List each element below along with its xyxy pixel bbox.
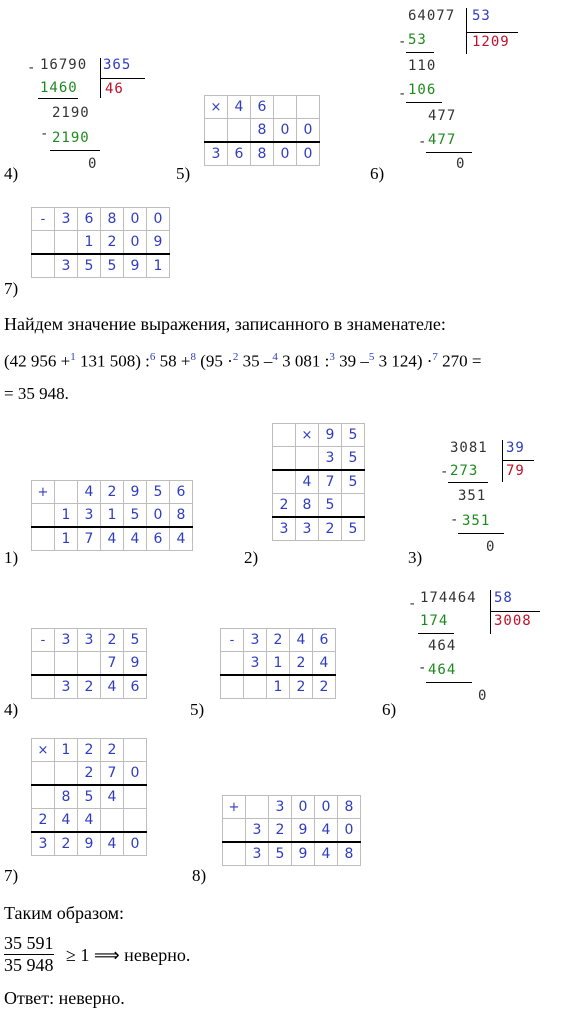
grid-cell — [32, 504, 55, 528]
subtrahend: 174 — [420, 613, 449, 629]
result-zero: 0 — [456, 156, 466, 172]
grid-cell: 2 — [101, 739, 124, 762]
grid-cell — [274, 96, 297, 119]
grid-cell: 7 — [101, 652, 124, 676]
minus-sign: - — [27, 60, 37, 76]
result-zero: 0 — [486, 539, 496, 555]
grid-cell: 3 — [205, 142, 228, 166]
dividend: 16790 — [40, 57, 88, 73]
subtrahend: 1460 — [40, 80, 78, 96]
grid-cell — [223, 819, 246, 843]
fraction — [4, 933, 54, 976]
grid-row — [32, 652, 147, 676]
addition-3008-32940 — [222, 795, 361, 866]
grid-cell: 6 — [147, 527, 170, 551]
grid-cell — [78, 652, 101, 676]
grid-cell: 9 — [292, 842, 315, 866]
grid-cell: 2 — [313, 675, 336, 699]
grid-cell: 7 — [101, 762, 124, 786]
grid-cell: 3 — [55, 254, 78, 278]
grid-cell: 1 — [55, 739, 78, 762]
quotient: 1209 — [472, 34, 510, 50]
divisor: 365 — [103, 57, 132, 73]
grid-cell: 8 — [338, 796, 361, 819]
grid-cell: 5 — [147, 481, 170, 504]
grid-row — [32, 208, 170, 231]
dividend: 3081 — [450, 440, 488, 456]
grid-cell: 0 — [147, 504, 170, 528]
addition-42956-131508 — [31, 480, 193, 551]
grid-cell: 3 — [269, 796, 292, 819]
grid-cell: 4 — [101, 785, 124, 809]
grid-row — [205, 142, 320, 166]
grid-row — [32, 785, 147, 809]
grid-cell — [124, 809, 147, 833]
grid-cell: 0 — [297, 142, 320, 166]
grid-cell: 0 — [124, 231, 147, 255]
grid-row — [273, 447, 365, 471]
grid-cell: 3 — [55, 208, 78, 231]
grid-cell: 8 — [55, 785, 78, 809]
multiplication-46-800 — [204, 95, 320, 166]
grid-cell: 3 — [246, 842, 269, 866]
grid-row — [223, 842, 361, 866]
grid-cell: 2 — [55, 832, 78, 856]
grid-cell — [124, 785, 147, 809]
grid-row — [273, 470, 365, 494]
grid-cell: 2 — [273, 494, 296, 518]
grid-cell: 0 — [292, 796, 315, 819]
heading: Найдем значение выражения, записанного в знаменателе: — [4, 314, 446, 334]
grid-row — [32, 762, 147, 786]
grid-row — [32, 254, 170, 278]
grid-cell: 6 — [78, 208, 101, 231]
subtrahend: 351 — [462, 513, 491, 529]
grid-cell: 2 — [32, 809, 55, 833]
grid-cell: 1 — [101, 504, 124, 528]
quotient: 79 — [506, 463, 525, 479]
grid-cell — [32, 652, 55, 676]
grid-cell: 0 — [274, 142, 297, 166]
grid-cell: 6 — [313, 629, 336, 652]
grid-cell: 0 — [124, 208, 147, 231]
grid-cell: 8 — [338, 842, 361, 866]
remainder: 2190 — [52, 105, 90, 121]
grid-cell: 5 — [101, 254, 124, 278]
grid-cell: 0 — [338, 819, 361, 843]
grid-cell — [205, 119, 228, 143]
grid-cell: 4 — [228, 96, 251, 119]
grid-row — [273, 494, 365, 518]
multiplication-122-270 — [31, 738, 147, 856]
grid-cell: 9 — [124, 652, 147, 676]
comparison: ≥ 1 ⟹ неверно. — [66, 945, 191, 965]
remainder: 351 — [458, 488, 487, 504]
grid-cell: 5 — [78, 254, 101, 278]
step-label: 7) — [4, 279, 19, 298]
grid-cell — [273, 424, 296, 447]
dividend: 174464 — [420, 590, 477, 606]
grid-cell: 9 — [78, 832, 101, 856]
subtrahend: 53 — [408, 32, 427, 48]
grid-cell: 4 — [290, 629, 313, 652]
grid-cell — [101, 809, 124, 833]
grid-cell: 5 — [269, 842, 292, 866]
grid-cell: 1 — [267, 675, 290, 699]
grid-cell — [55, 762, 78, 786]
minus-sign: - — [40, 126, 50, 142]
divisor: 58 — [494, 590, 513, 606]
step-label: 6) — [382, 700, 397, 719]
grid-cell: 1 — [147, 254, 170, 278]
grid-cell: × — [296, 424, 319, 447]
grid-cell: 3 — [246, 819, 269, 843]
grid-cell: 3 — [32, 832, 55, 856]
grid-cell: 2 — [269, 819, 292, 843]
step-label: 5) — [176, 164, 191, 183]
grid-cell: 2 — [78, 762, 101, 786]
answer: Ответ: неверно. — [4, 988, 125, 1008]
grid-cell: 8 — [251, 142, 274, 166]
step-label: 6) — [370, 164, 385, 183]
minus-sign: - — [440, 464, 450, 480]
grid-row — [205, 96, 320, 119]
grid-cell — [273, 470, 296, 494]
conclusion-intro: Таким образом: — [4, 903, 125, 923]
quotient: 3008 — [494, 613, 532, 629]
grid-row — [32, 231, 170, 255]
grid-cell — [32, 675, 55, 699]
grid-cell: 5 — [124, 504, 147, 528]
grid-cell: 2 — [78, 739, 101, 762]
grid-row — [32, 675, 147, 699]
grid-cell: 3 — [244, 629, 267, 652]
grid-cell: 5 — [342, 517, 365, 541]
grid-row — [32, 481, 193, 504]
grid-cell — [273, 447, 296, 471]
grid-cell: + — [32, 481, 55, 504]
grid-cell: 1 — [267, 652, 290, 676]
grid-cell: × — [32, 739, 55, 762]
grid-row — [32, 504, 193, 528]
grid-cell: 0 — [124, 832, 147, 856]
grid-cell — [32, 527, 55, 551]
subtrahend: 106 — [408, 82, 437, 98]
grid-cell: 4 — [78, 481, 101, 504]
grid-cell: 4 — [124, 527, 147, 551]
grid-cell: 1 — [55, 504, 78, 528]
grid-row — [223, 819, 361, 843]
grid-cell: 5 — [78, 785, 101, 809]
subtrahend: 273 — [450, 463, 479, 479]
dividend: 64077 — [408, 8, 456, 24]
grid-cell: 4 — [315, 842, 338, 866]
grid-row — [221, 629, 336, 652]
grid-row — [221, 652, 336, 676]
grid-cell: 2 — [267, 629, 290, 652]
minus-sign: - — [398, 86, 408, 102]
grid-cell: 4 — [55, 809, 78, 833]
grid-row — [32, 809, 147, 833]
grid-row — [32, 629, 147, 652]
grid-cell — [297, 96, 320, 119]
grid-cell: 5 — [342, 447, 365, 471]
grid-cell — [223, 842, 246, 866]
grid-cell: + — [223, 796, 246, 819]
grid-row — [273, 424, 365, 447]
grid-cell — [228, 119, 251, 143]
grid-cell: 8 — [296, 494, 319, 518]
divisor: 39 — [506, 440, 525, 456]
grid-cell — [244, 675, 267, 699]
minus-sign: - — [450, 512, 460, 528]
grid-cell: 4 — [101, 832, 124, 856]
grid-cell: 4 — [296, 470, 319, 494]
grid-cell — [32, 785, 55, 809]
grid-cell: 9 — [319, 424, 342, 447]
grid-cell: 4 — [78, 809, 101, 833]
grid-cell: 0 — [315, 796, 338, 819]
grid-cell: 7 — [78, 527, 101, 551]
grid-cell — [55, 481, 78, 504]
grid-row — [205, 119, 320, 143]
grid-row — [32, 832, 147, 856]
subtraction-3246-3124 — [220, 628, 336, 699]
step-label: 8) — [192, 866, 207, 885]
grid-cell: 3 — [244, 652, 267, 676]
grid-cell — [124, 739, 147, 762]
expression-result: = 35 948. — [4, 384, 69, 403]
minus-sign: - — [418, 134, 428, 150]
grid-cell — [221, 675, 244, 699]
step-label: 7) — [4, 866, 19, 885]
grid-cell: 1 — [78, 231, 101, 255]
grid-cell: 0 — [297, 119, 320, 143]
grid-cell — [246, 796, 269, 819]
grid-cell: 3 — [78, 504, 101, 528]
result-zero: 0 — [88, 156, 98, 172]
minus-sign: - — [418, 660, 428, 676]
step-label: 3) — [408, 548, 423, 567]
grid-cell — [32, 231, 55, 255]
grid-cell: 3 — [78, 629, 101, 652]
grid-cell: 2 — [319, 517, 342, 541]
grid-row — [273, 517, 365, 541]
grid-cell: × — [205, 96, 228, 119]
grid-row — [32, 739, 147, 762]
subtrahend: 2190 — [52, 130, 90, 146]
grid-cell: - — [32, 629, 55, 652]
grid-cell: 4 — [170, 527, 193, 551]
subtraction-36800-1209 — [31, 207, 170, 278]
grid-cell: 9 — [124, 254, 147, 278]
fraction-denominator: 35 948 — [4, 955, 54, 975]
grid-cell: 2 — [78, 675, 101, 699]
grid-cell: 3 — [55, 629, 78, 652]
grid-cell: 5 — [124, 629, 147, 652]
grid-cell: 3 — [55, 675, 78, 699]
fraction-numerator: 35 591 — [4, 933, 54, 953]
grid-row — [32, 527, 193, 551]
grid-cell: 5 — [342, 470, 365, 494]
grid-cell: 4 — [315, 819, 338, 843]
grid-cell: 6 — [170, 481, 193, 504]
grid-cell: 2 — [101, 231, 124, 255]
step-label: 4) — [4, 700, 19, 719]
result-zero: 0 — [478, 688, 488, 704]
grid-cell: 0 — [124, 762, 147, 786]
grid-row — [221, 675, 336, 699]
grid-cell: 0 — [274, 119, 297, 143]
grid-cell — [342, 494, 365, 518]
step-label: 1) — [4, 548, 19, 567]
remainder: 477 — [428, 108, 457, 124]
grid-cell: 6 — [251, 96, 274, 119]
remainder: 110 — [408, 58, 437, 74]
grid-cell: - — [32, 208, 55, 231]
grid-cell — [55, 652, 78, 676]
grid-cell: 0 — [147, 208, 170, 231]
step-label: 4) — [4, 164, 19, 183]
subtrahend: 464 — [428, 662, 457, 678]
grid-cell: 2 — [101, 481, 124, 504]
minus-sign: - — [398, 34, 408, 50]
grid-cell — [296, 447, 319, 471]
grid-cell: 7 — [319, 470, 342, 494]
grid-cell: 8 — [170, 504, 193, 528]
grid-cell: 3 — [273, 517, 296, 541]
subtrahend: 477 — [428, 132, 457, 148]
grid-cell — [55, 231, 78, 255]
grid-cell: 8 — [101, 208, 124, 231]
step-label: 5) — [190, 700, 205, 719]
expression-line: (42 956 +$^1$ 131 508) :$^6$ 58 +$^8$ (95 ·$^2$ 35 –$^4$ 3 081 :$^3$ 39 –$^5$ 3 124) ·$^7$ 270 = — [4, 351, 482, 371]
grid-cell: 1 — [55, 527, 78, 551]
multiplication-95-35 — [272, 423, 365, 541]
grid-cell: 2 — [290, 652, 313, 676]
grid-cell: - — [221, 629, 244, 652]
grid-cell: 4 — [313, 652, 336, 676]
minus-sign: - — [408, 596, 418, 612]
step-label: 2) — [244, 548, 259, 567]
grid-cell: 4 — [101, 527, 124, 551]
grid-cell — [221, 652, 244, 676]
quotient: 46 — [105, 81, 124, 97]
grid-cell: 2 — [290, 675, 313, 699]
grid-cell: 8 — [251, 119, 274, 143]
grid-cell: 9 — [124, 481, 147, 504]
divisor: 53 — [472, 8, 491, 24]
grid-cell: 9 — [147, 231, 170, 255]
grid-row — [223, 796, 361, 819]
grid-cell: 2 — [101, 629, 124, 652]
grid-cell: 9 — [292, 819, 315, 843]
grid-cell: 4 — [101, 675, 124, 699]
grid-cell: 6 — [124, 675, 147, 699]
grid-cell: 5 — [342, 424, 365, 447]
grid-cell: 6 — [228, 142, 251, 166]
grid-cell: 3 — [296, 517, 319, 541]
grid-cell — [32, 254, 55, 278]
grid-cell: 3 — [319, 447, 342, 471]
remainder: 464 — [428, 638, 457, 654]
grid-cell: 5 — [319, 494, 342, 518]
subtraction-3325-79 — [31, 628, 147, 699]
grid-cell — [32, 762, 55, 786]
